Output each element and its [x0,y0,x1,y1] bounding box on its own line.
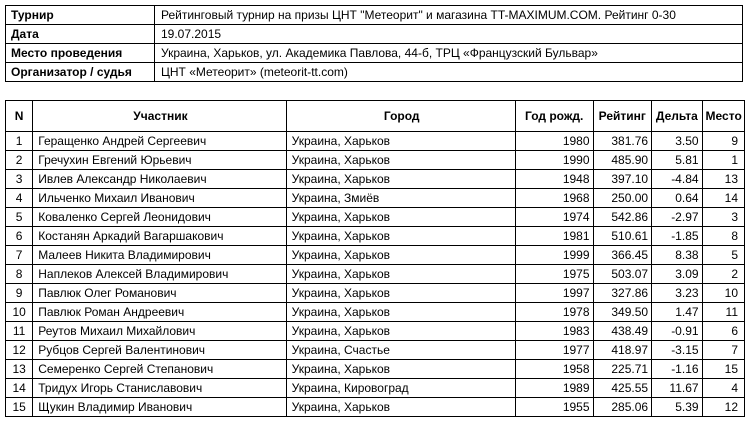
cell-place: 14 [702,189,744,208]
cell-place: 3 [702,208,744,227]
cell-city: Украина, Харьков [286,360,515,379]
header-delta: Дельта [652,101,702,132]
cell-delta: 8.38 [652,246,702,265]
cell-n: 7 [6,246,33,265]
cell-delta: -4.84 [652,170,702,189]
cell-birth-year: 1968 [515,189,593,208]
table-row [6,360,745,379]
table-row [6,303,745,322]
cell-birth-year: 1974 [515,208,593,227]
cell-birth-year: 1990 [515,151,593,170]
cell-place: 2 [702,265,744,284]
tournament-label: Турнир [6,6,155,25]
tournament-value: Рейтинговый турнир на призы ЦНТ "Метеорит" и магазина TT-MAXIMUM.COM. Рейтинг 0-30 [155,6,743,25]
cell-rating: 285.06 [593,398,652,417]
header-city: Город [286,101,515,132]
cell-participant: Павлюк Олег Романович [33,284,286,303]
cell-n: 1 [6,132,33,151]
cell-birth-year: 1948 [515,170,593,189]
cell-city: Украина, Харьков [286,132,515,151]
cell-n: 10 [6,303,33,322]
cell-birth-year: 1980 [515,132,593,151]
cell-city: Украина, Харьков [286,322,515,341]
cell-delta: 5.81 [652,151,702,170]
info-row-venue [6,44,743,63]
cell-participant: Малеев Никита Владимирович [33,246,286,265]
cell-birth-year: 1978 [515,303,593,322]
cell-city: Украина, Харьков [286,151,515,170]
cell-city: Украина, Харьков [286,284,515,303]
cell-delta: -0.91 [652,322,702,341]
results-body [6,132,745,417]
cell-delta: 3.23 [652,284,702,303]
table-row [6,265,745,284]
cell-place: 9 [702,132,744,151]
date-label: Дата [6,25,155,44]
results-header-row [6,101,745,132]
cell-rating: 250.00 [593,189,652,208]
cell-participant: Геращенко Андрей Сергеевич [33,132,286,151]
cell-place: 11 [702,303,744,322]
cell-participant: Павлюк Роман Андреевич [33,303,286,322]
table-row [6,322,745,341]
cell-n: 15 [6,398,33,417]
info-row-organizer [6,63,743,82]
cell-birth-year: 1997 [515,284,593,303]
cell-delta: -3.15 [652,341,702,360]
cell-city: Украина, Кировоград [286,379,515,398]
header-n: N [6,101,33,132]
cell-rating: 438.49 [593,322,652,341]
cell-rating: 485.90 [593,151,652,170]
table-row [6,189,745,208]
table-row [6,227,745,246]
cell-n: 13 [6,360,33,379]
cell-n: 12 [6,341,33,360]
header-rating: Рейтинг [593,101,652,132]
cell-delta: -1.16 [652,360,702,379]
cell-city: Украина, Харьков [286,208,515,227]
cell-rating: 510.61 [593,227,652,246]
cell-place: 10 [702,284,744,303]
cell-participant: Реутов Михаил Михайлович [33,322,286,341]
cell-delta: 3.50 [652,132,702,151]
cell-n: 9 [6,284,33,303]
header-birth-year: Год рожд. [515,101,593,132]
cell-delta: 1.47 [652,303,702,322]
cell-delta: 11.67 [652,379,702,398]
cell-city: Украина, Харьков [286,265,515,284]
cell-city: Украина, Харьков [286,398,515,417]
cell-birth-year: 1983 [515,322,593,341]
cell-participant: Костанян Аркадий Вагаршакович [33,227,286,246]
cell-place: 8 [702,227,744,246]
cell-rating: 542.86 [593,208,652,227]
header-participant: Участник [33,101,286,132]
cell-city: Украина, Харьков [286,303,515,322]
cell-rating: 397.10 [593,170,652,189]
cell-birth-year: 1989 [515,379,593,398]
cell-rating: 425.55 [593,379,652,398]
cell-participant: Ильченко Михаил Иванович [33,189,286,208]
cell-n: 6 [6,227,33,246]
organizer-label: Организатор / судья [6,63,155,82]
cell-place: 4 [702,379,744,398]
cell-n: 4 [6,189,33,208]
table-row [6,246,745,265]
cell-birth-year: 1981 [515,227,593,246]
cell-n: 11 [6,322,33,341]
cell-participant: Тридух Игорь Станиславович [33,379,286,398]
cell-rating: 366.45 [593,246,652,265]
cell-birth-year: 1975 [515,265,593,284]
cell-participant: Щукин Владимир Иванович [33,398,286,417]
cell-birth-year: 1999 [515,246,593,265]
cell-city: Украина, Змиёв [286,189,515,208]
cell-rating: 381.76 [593,132,652,151]
cell-n: 5 [6,208,33,227]
cell-rating: 327.86 [593,284,652,303]
cell-participant: Коваленко Сергей Леонидович [33,208,286,227]
cell-place: 15 [702,360,744,379]
cell-participant: Ивлев Александр Николаевич [33,170,286,189]
tournament-info-table [5,5,743,82]
cell-participant: Гречухин Евгений Юрьевич [33,151,286,170]
cell-city: Украина, Счастье [286,341,515,360]
cell-delta: 3.09 [652,265,702,284]
table-row [6,341,745,360]
table-row [6,284,745,303]
cell-participant: Семеренко Сергей Степанович [33,360,286,379]
cell-n: 14 [6,379,33,398]
cell-city: Украина, Харьков [286,227,515,246]
cell-n: 2 [6,151,33,170]
cell-rating: 225.71 [593,360,652,379]
venue-value: Украина, Харьков, ул. Академика Павлова, 44-б, ТРЦ «Французский Бульвар» [155,44,743,63]
header-place: Место [702,101,744,132]
cell-place: 7 [702,341,744,360]
cell-delta: -2.97 [652,208,702,227]
cell-birth-year: 1977 [515,341,593,360]
venue-label: Место проведения [6,44,155,63]
cell-participant: Наплеков Алексей Владимирович [33,265,286,284]
results-table [5,100,745,417]
cell-place: 13 [702,170,744,189]
cell-place: 6 [702,322,744,341]
cell-delta: -1.85 [652,227,702,246]
cell-city: Украина, Харьков [286,170,515,189]
table-row [6,132,745,151]
table-row [6,208,745,227]
cell-delta: 5.39 [652,398,702,417]
cell-participant: Рубцов Сергей Валентинович [33,341,286,360]
cell-n: 3 [6,170,33,189]
table-row [6,170,745,189]
table-row [6,151,745,170]
table-row [6,398,745,417]
date-value: 19.07.2015 [155,25,743,44]
info-row-date [6,25,743,44]
cell-delta: 0.64 [652,189,702,208]
cell-rating: 349.50 [593,303,652,322]
cell-city: Украина, Харьков [286,246,515,265]
cell-place: 5 [702,246,744,265]
cell-rating: 418.97 [593,341,652,360]
cell-n: 8 [6,265,33,284]
cell-place: 1 [702,151,744,170]
cell-rating: 503.07 [593,265,652,284]
info-row-tournament [6,6,743,25]
cell-birth-year: 1958 [515,360,593,379]
organizer-value: ЦНТ «Метеорит» (meteorit-tt.com) [155,63,743,82]
table-row [6,379,745,398]
cell-place: 12 [702,398,744,417]
cell-birth-year: 1955 [515,398,593,417]
